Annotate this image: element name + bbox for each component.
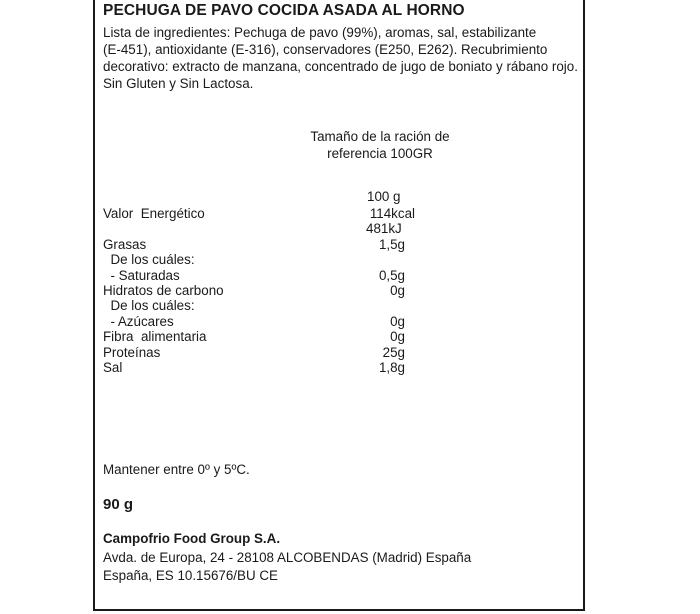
nutrient-name: Valor Energético bbox=[103, 206, 205, 221]
nutrient-name: Sal bbox=[103, 360, 123, 375]
serving-line: referencia 100GR bbox=[327, 146, 433, 161]
nutrient-name: De los cuáles: bbox=[103, 252, 195, 267]
nutrient-name: Grasas bbox=[103, 237, 147, 252]
nutrition-row-subheading bbox=[103, 252, 403, 268]
nutrient-name: Fibra alimentaria bbox=[103, 329, 207, 344]
ingredients-line: decorativo: extracto de manzana, concentrado de jugo de boniato y rábano rojo. bbox=[103, 59, 578, 74]
nutrient-name: Hidratos de carbono bbox=[103, 283, 224, 298]
nutrient-value: 0,5g bbox=[378, 268, 405, 283]
nutrition-row-subheading bbox=[103, 298, 403, 314]
nutrient-value: 0g bbox=[390, 314, 405, 329]
nutrition-row-protein bbox=[103, 345, 403, 361]
ingredients-line: (E-451), antioxidante (E-316), conservadores (E250, E262). Recubrimiento bbox=[103, 42, 548, 57]
ingredients-text bbox=[103, 24, 581, 92]
nutrient-value: 114kcal bbox=[369, 206, 415, 221]
nutrient-name: - Azúcares bbox=[103, 314, 174, 329]
allergen-line: Sin Gluten y Sin Lactosa. bbox=[103, 76, 254, 91]
ingredients-line: Lista de ingredientes: Pechuga de pavo (99%), aromas, sal, estabilizante bbox=[103, 25, 537, 40]
nutrient-value: 0g bbox=[390, 329, 405, 344]
manufacturer-name: Campofrio Food Group S.A. bbox=[103, 531, 281, 546]
net-weight: 90 g bbox=[103, 496, 134, 513]
nutrition-row-fibre bbox=[103, 329, 403, 345]
energy-kj-value: 481kJ bbox=[366, 221, 402, 236]
health-registry: España, ES 10.15676/BU CE bbox=[103, 568, 278, 583]
nutrition-row-saturated bbox=[103, 268, 403, 284]
manufacturer-address: Avda. de Europa, 24 - 28108 ALCOBENDAS (Madrid) España bbox=[103, 550, 472, 565]
serving-size bbox=[280, 128, 480, 162]
nutrient-name: De los cuáles: bbox=[103, 298, 195, 313]
nutrition-row-carbohydrates bbox=[103, 283, 403, 299]
nutrition-column-header: 100 g bbox=[367, 189, 401, 204]
nutrient-value: 1,8g bbox=[378, 360, 405, 375]
nutrient-name: - Saturadas bbox=[103, 268, 180, 283]
nutrition-row-sugars bbox=[103, 314, 403, 330]
nutrient-value: 25g bbox=[382, 345, 405, 360]
nutrient-value: 0g bbox=[390, 283, 405, 298]
nutrient-name: Proteínas bbox=[103, 345, 161, 360]
nutrition-row-energy bbox=[103, 206, 415, 222]
product-title: PECHUGA DE PAVO COCIDA ASADA AL HORNO bbox=[103, 2, 465, 19]
nutrient-value: 1,5g bbox=[378, 237, 405, 252]
nutrition-row-salt bbox=[103, 360, 403, 376]
storage-instructions: Mantener entre 0º y 5ºC. bbox=[103, 462, 250, 477]
serving-line: Tamaño de la ración de bbox=[310, 129, 450, 144]
nutrition-row-fat bbox=[103, 237, 403, 253]
